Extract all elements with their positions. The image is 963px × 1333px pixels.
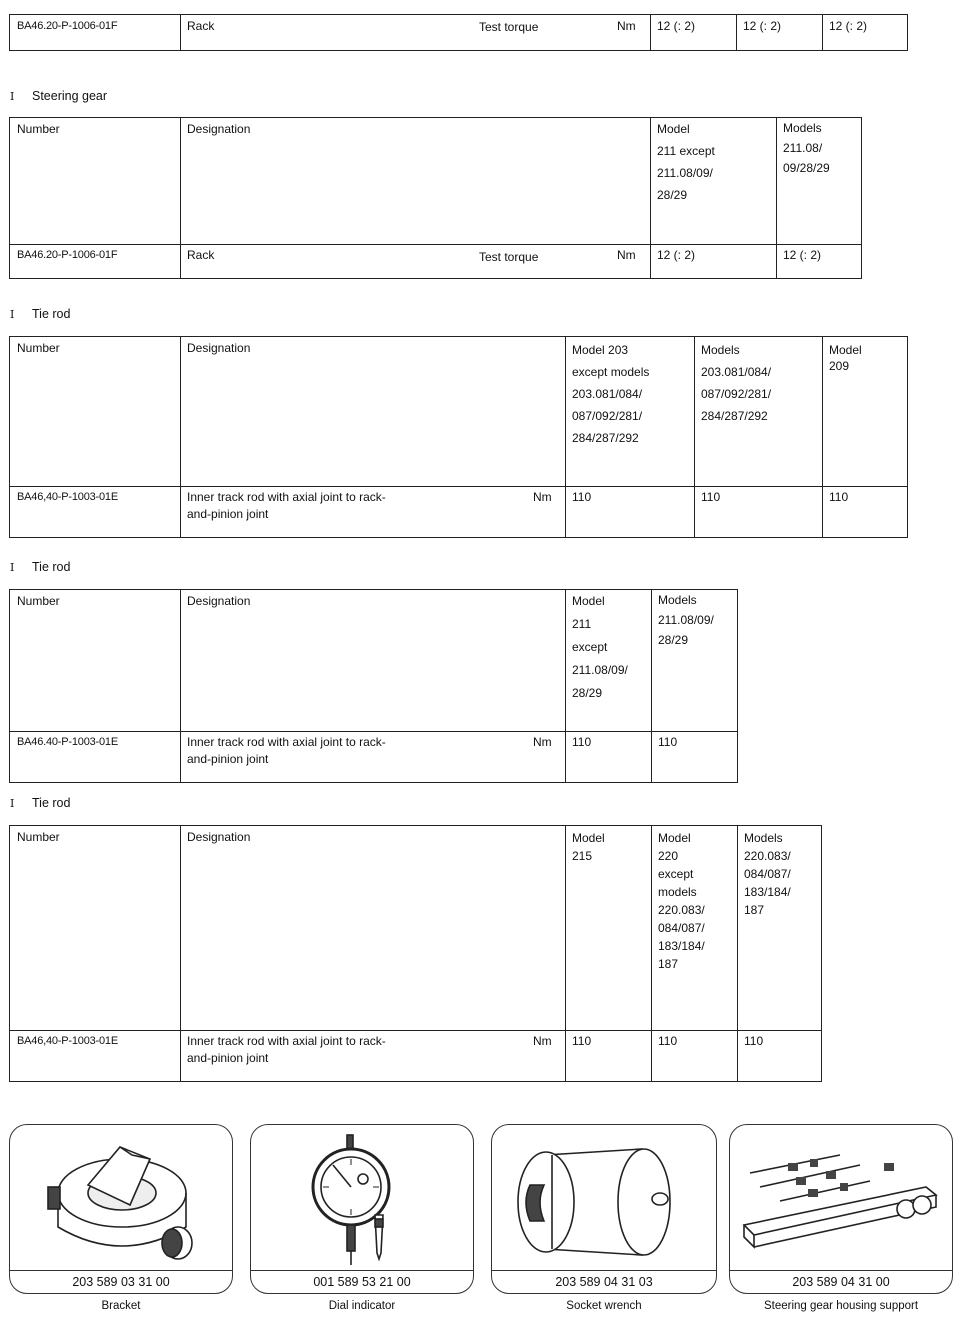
section-heading-tie-rod xyxy=(10,560,70,574)
unit-cell: Nm xyxy=(617,19,636,33)
designation-cell: Rack xyxy=(187,19,215,33)
torque-table-top xyxy=(9,14,908,51)
header-model-col-3: Model 209 xyxy=(829,343,862,373)
tool-number: 203 589 03 31 00 xyxy=(10,1270,232,1293)
section-heading-tie-rod xyxy=(10,307,70,321)
tool-caption: Dial indicator xyxy=(328,1300,396,1312)
tie-rod-table-203 xyxy=(9,336,908,538)
number-cell: BA46,40-P-1003-01E xyxy=(17,491,118,503)
header-model-col-1: Model 215 xyxy=(572,831,605,863)
bracket-icon xyxy=(10,1125,233,1273)
value-cell: 110 xyxy=(658,735,678,749)
section-bullet: I xyxy=(10,561,15,574)
section-bullet: I xyxy=(10,797,15,810)
unit-cell: Nm xyxy=(617,248,636,262)
number-cell: BA46.20-P-1006-01F xyxy=(17,249,118,261)
test-torque-label: Test torque xyxy=(479,20,539,34)
header-designation: Designation xyxy=(187,341,251,355)
tool-card-bracket xyxy=(9,1124,233,1294)
number-cell: BA46.20-P-1006-01F xyxy=(17,20,118,32)
header-model-col-2: Models 203.081/084/ 087/092/281/ 284/287/292 xyxy=(701,343,772,423)
unit-cell: Nm xyxy=(533,1034,552,1048)
designation-cell: Inner track rod with axial joint to rack- and-pinion joint xyxy=(187,490,386,521)
designation-cell: Rack xyxy=(187,248,215,262)
unit-cell: Nm xyxy=(533,490,552,504)
header-number: Number xyxy=(17,830,60,844)
tool-number: 203 589 04 31 00 xyxy=(730,1270,952,1293)
tool-card-dial-indicator xyxy=(250,1124,474,1294)
header-model-col-3: Models 220.083/ 084/087/ 183/184/ 187 xyxy=(744,831,791,917)
header-number: Number xyxy=(17,341,60,355)
tie-rod-table-215-220 xyxy=(9,825,822,1082)
section-bullet: I xyxy=(10,90,15,103)
section-heading-steering-gear xyxy=(10,89,107,103)
tool-card-housing-support xyxy=(729,1124,953,1294)
unit-cell: Nm xyxy=(533,735,552,749)
header-designation: Designation xyxy=(187,830,251,844)
tool-card-socket-wrench xyxy=(491,1124,717,1294)
header-model-col-1: Model 211 except 211.08/09/ 28/29 xyxy=(572,594,628,700)
tool-number: 001 589 53 21 00 xyxy=(251,1270,473,1293)
section-title: Tie rod xyxy=(32,560,71,574)
section-bullet: I xyxy=(10,308,15,321)
test-torque-label: Test torque xyxy=(479,250,539,264)
tool-number: 203 589 04 31 03 xyxy=(492,1270,716,1293)
header-number: Number xyxy=(17,594,60,608)
section-title: Tie rod xyxy=(32,796,71,810)
header-model-col-1: Model 211 except 211.08/09/ 28/29 xyxy=(657,122,715,202)
value-cell: 12 (: 2) xyxy=(657,19,696,33)
header-number: Number xyxy=(17,122,60,136)
value-cell: 110 xyxy=(572,1034,592,1048)
dial-indicator-icon xyxy=(251,1125,474,1273)
header-model-col-1: Model 203 except models 203.081/084/ 087/092/281/ 284/287/292 xyxy=(572,343,650,445)
header-model-col-2: Models 211.08/ 09/28/29 xyxy=(783,121,830,175)
header-designation: Designation xyxy=(187,122,251,136)
section-heading-tie-rod xyxy=(10,796,70,810)
number-cell: BA46.40-P-1003-01E xyxy=(17,736,118,748)
value-cell: 110 xyxy=(701,490,721,504)
value-cell: 12 (: 2) xyxy=(743,19,782,33)
value-cell: 12 (: 2) xyxy=(783,248,822,262)
value-cell: 110 xyxy=(572,735,592,749)
value-cell: 12 (: 2) xyxy=(829,19,868,33)
section-title: Tie rod xyxy=(32,307,71,321)
housing-support-icon xyxy=(730,1125,953,1273)
value-cell: 110 xyxy=(829,490,849,504)
header-model-col-2: Model 220 except models 220.083/ 084/087/ 183/184/ 187 xyxy=(658,831,705,971)
steering-gear-table xyxy=(9,117,862,279)
tool-caption: Steering gear housing support xyxy=(763,1300,919,1312)
designation-cell: Inner track rod with axial joint to rack- and-pinion joint xyxy=(187,1034,386,1065)
value-cell: 110 xyxy=(658,1034,678,1048)
number-cell: BA46,40-P-1003-01E xyxy=(17,1035,118,1047)
value-cell: 110 xyxy=(572,490,592,504)
tool-caption: Bracket xyxy=(101,1300,141,1312)
socket-wrench-icon xyxy=(492,1125,717,1273)
header-model-col-2: Models 211.08/09/ 28/29 xyxy=(658,593,714,647)
tool-caption: Socket wrench xyxy=(566,1300,642,1312)
header-designation: Designation xyxy=(187,594,251,608)
tie-rod-table-211 xyxy=(9,589,738,783)
value-cell: 110 xyxy=(744,1034,764,1048)
designation-cell: Inner track rod with axial joint to rack- and-pinion joint xyxy=(187,735,386,766)
value-cell: 12 (: 2) xyxy=(657,248,696,262)
section-title: Steering gear xyxy=(32,89,108,103)
